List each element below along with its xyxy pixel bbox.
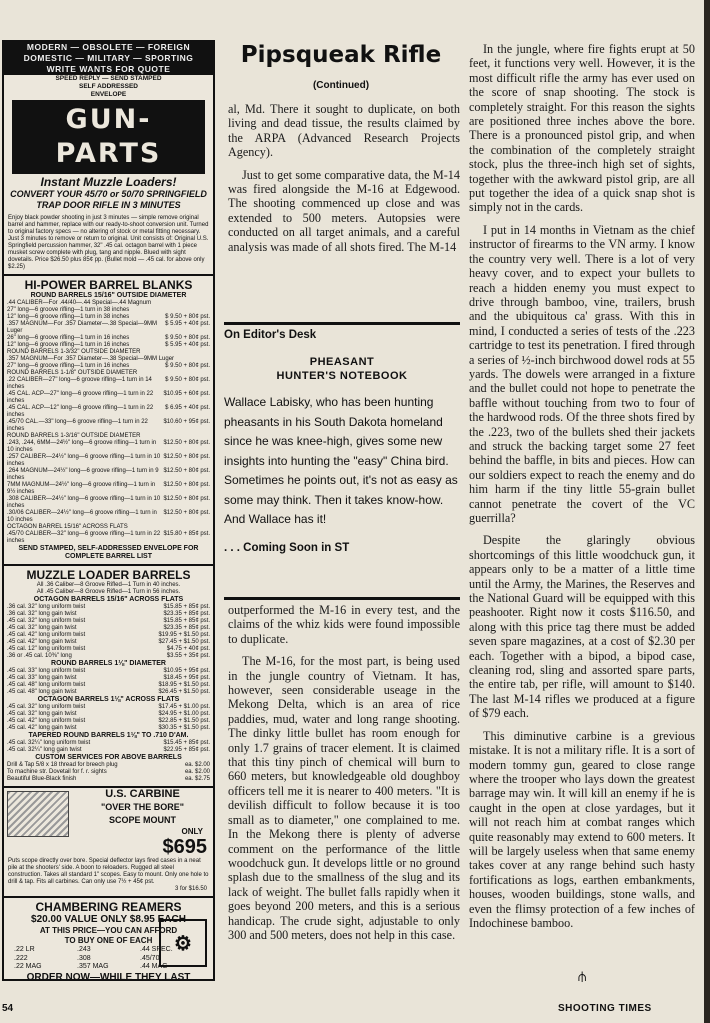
price-row-desc: .45 cal. 32¼" long gain twist [7, 747, 82, 753]
price-row-desc: .45 cal. 48" long uniform twist [7, 682, 86, 688]
box-body: Wallace Labisky, who has been hunting pheasants in his South Dakota homeland since he was knee-high, gives some new insights into hunting the "easy" China bird. Sometimes he points out, it's not as easy as some may think. Then it takes know-how. And Wallace has it! [224, 395, 458, 526]
muzzle-list-octagon [4, 604, 213, 660]
price-row [4, 604, 213, 611]
price-row-desc: Beautiful Blue-Black finish [7, 776, 77, 782]
price-row-desc: .44 CALIBER—For .44/40—.44 Special—.44 Magnum [7, 300, 152, 306]
ad-fine-print: Enjoy black powder shooting in just 3 minutes — simple remove original barrel and hammer, replace with our ready-to-shoot conversion unit. Turned to original factory specs — no altering of stock or metal fitting necessary. Just 3 minutes to remove or return to original. Unit consists of: Original U.S. Springfield percussion hammer, 32" .45 cal. octagon barrel with 1 piece musket screw complete with plug, tang and nipple. Blued with sight dovetails. Price $26.50 plus 85¢ pp. (Bullet mold — .45 cal. for above only $2.25) [8, 215, 209, 270]
price-row-desc: .45 cal. 32" long uniform twist [7, 704, 86, 710]
gun-parts-logo: GUN-PARTS [12, 100, 205, 174]
price-row-price: $ 5.95 + 40¢ pst. [165, 342, 210, 348]
price-row-desc: To machine str. Dovetail for f. r. sights [7, 769, 107, 775]
caliber-item: .308 [77, 954, 91, 962]
price-row-price: $10.60 + 95¢ pst. [163, 419, 210, 425]
price-row [4, 363, 213, 370]
muzzle-loader-title: MUZZLE LOADER BARRELS [4, 564, 213, 582]
price-row-price: $18.45 + 95¢ pst. [163, 675, 210, 681]
muzzle-section-octagon-large: OCTAGON BARRELS 1⅛" ACROSS FLATS [37, 696, 180, 703]
article-continued: (Continued) [312, 80, 370, 91]
numrich-emblem-icon: ⚙ [159, 919, 207, 967]
price-row [4, 482, 213, 496]
caliber-item: .357 MAG [77, 963, 109, 970]
price-row-desc: .45 cal. 42" long gain twist [7, 725, 77, 731]
price-row-desc: .36 cal. 32" long gain twist [7, 611, 77, 617]
price-row-price: ea. $2.00 [184, 769, 210, 775]
muzzle-list-tapered [4, 740, 213, 754]
muzzle-section-round: ROUND BARRELS 1⅛" DIAMETER [51, 660, 166, 667]
price-row-price: $12.50 + 80¢ pst. [163, 482, 210, 488]
editors-desk-box [224, 322, 460, 600]
column-3 [469, 42, 695, 938]
end-mark-icon: ⫛ [578, 970, 587, 985]
price-row [4, 625, 213, 632]
reamers-value: $20.00 VALUE ONLY $8.95 EACH [31, 914, 186, 925]
box-coming-soon: . . . Coming Soon in ST [224, 541, 350, 554]
price-row-price: $15.85 + 85¢ pst. [163, 604, 210, 610]
price-row-price: $12.50 + 80¢ pst. [163, 468, 210, 474]
price-row [4, 668, 213, 675]
price-row [4, 419, 213, 433]
carbine-extra: 3 for $16.50 [174, 886, 207, 892]
price-row-desc: .45 cal. 33" long gain twist [7, 675, 77, 681]
price-row [4, 524, 213, 531]
price-row-desc: .22 CALIBER—27" long—6 groove rifling—1 turn in 14 inches [7, 377, 152, 390]
price-row [4, 356, 213, 363]
reamers-line-2: TO BUY ONE OF EACH [64, 936, 153, 945]
ad-band-1: MODERN — OBSOLETE — FOREIGN [4, 42, 213, 53]
price-row-price: $ 9.50 + 80¢ pst. [165, 314, 210, 320]
price-row-desc: .257 CALIBER—24½" long—6 groove rifling—1 turn in 10 inches [7, 454, 161, 467]
price-row [4, 725, 213, 732]
price-row-desc: .243, .244, 6MM—24½" long—6 groove rifling—1 turn in 10 inches [7, 440, 157, 453]
price-row-price: $ 5.95 + 40¢ pst. [165, 321, 210, 327]
price-row-price: $10.95 + 60¢ pst. [163, 391, 210, 397]
caliber-item: .44 SPEC. [140, 946, 173, 953]
paragraph: outperformed the M-16 in every test, and the claims of the whiz kids were found impossible to duplicate. [228, 603, 460, 646]
price-row [4, 531, 213, 545]
paragraph: Just to get some comparative data, the M-14 was fired alongside the M-16 at Edgewood. The shooting commenced up close and was extended to 500 meters. Autopsies were conducted on all target animals, and a careful analysis was made of all shots fired. The M-14 [228, 167, 460, 254]
price-row-desc: .357 MAGNUM—For .357 Diameter—.38 Special—9MM Luger [7, 356, 175, 362]
ad-small-2: SELF ADDRESSED [79, 83, 138, 90]
price-row-price: $10.95 + 95¢ pst. [163, 668, 210, 674]
box-kicker: On Editor's Desk [224, 329, 317, 341]
price-row [4, 314, 213, 321]
column-2-bottom [228, 603, 460, 950]
price-row-desc: .45 cal. 32" long gain twist [7, 625, 77, 631]
price-row [4, 440, 213, 454]
ad-small-1: SPEED REPLY — SEND STAMPED [55, 75, 162, 82]
price-row-price: $17.45 + $1.00 pst. [158, 704, 210, 710]
muzzle-list-octagon-large [4, 704, 213, 732]
ad-subheadline-1: CONVERT YOUR 45/70 or 50/70 SPRINGFIELD [10, 189, 207, 199]
price-row-price: $15.45 + 85¢ pst. [163, 740, 210, 746]
price-row-desc: OCTAGON BARREL 15/16" ACROSS FLATS [7, 524, 128, 530]
barrel-blanks-title: HI-POWER BARREL BLANKS [4, 274, 213, 292]
caliber-item: .222 [14, 954, 28, 962]
carbine-title-2: "OVER THE BORE" [100, 802, 185, 812]
price-row [4, 342, 213, 349]
price-row [4, 740, 213, 747]
price-row-desc: .45 cal. 42" long uniform twist [7, 632, 86, 638]
paragraph: This diminutive carbine is a grevious mistake. It is not a military rifle. It is a sort of modern tommy gun, geared to close range where the trooper who lays down the greatest barrage may win. It will kill an enemy if he is caught in the open at close yardages, but it will not reach him at combat ranges which quite reasonably may extend to 600 meters. It will be largely useless when that same enemy takes cover at any range behind such hasty fortifications as logs, earthen embankments, houses, wooden buildings, stone walls, and even the flimsy protection of a few inches of Indochinese bamboo. [469, 728, 695, 930]
price-row [4, 762, 213, 769]
price-row [4, 454, 213, 468]
price-row-price: $ 9.50 + 80¢ pst. [165, 377, 210, 383]
price-row-desc: .357 MAGNUM—For .357 Diameter—.38 Special—9MM Luger [7, 321, 158, 334]
price-row-desc: .45/70 CAL.—33" long—6 groove rifling—1 turn in 22 inches [7, 419, 148, 432]
price-row [4, 391, 213, 405]
muzzle-section-tapered: TAPERED ROUND BARRELS 1⅛" TO .710 D'AM. [28, 732, 189, 739]
price-row-desc: .45 cal. 32¼" long uniform twist [7, 740, 91, 746]
price-row-desc: .45 cal. 33" long uniform twist [7, 668, 86, 674]
price-row [4, 510, 213, 524]
price-row-price: $15.85 + 85¢ pst. [163, 618, 210, 624]
price-row [4, 496, 213, 510]
price-row-price: $23.35 + 85¢ pst. [163, 625, 210, 631]
price-row [4, 646, 213, 653]
price-row-price: $12.50 + 80¢ pst. [163, 440, 210, 446]
price-row [4, 653, 213, 660]
paragraph: I put in 14 months in Vietnam as the chief instructor of firearms to the VN army. I know the country very well. There is a lot of very heavy cover, and to expect your bullets to reach a hidden enemy you must expect to drive through bamboo, vine, trailers, brush and the ubiquitous ca' grass. With this in mind, I conducted a series of tests of the .223 cartridge to test its penetration. I fired through a series of ½-inch birchwood dowel rods at 55 yards. The dowels were arranged in a fixture and the bullet could not hope to penetrate the baffle without touching from two to four of the hardwood rods. Of the three shots fired by the .223, two of the bullets shed their jackets and struck the backing target some 27 feet behind the baffle, in bits and pieces. How can our soldiers expect to reach the enemy and do him harm if the tiny little 55-grain bullet cannot penetrate the covert of the VC guerrilla? [469, 222, 695, 525]
barrel-blanks-list [4, 300, 213, 545]
price-row [4, 377, 213, 391]
article-title: Pipsqueak Rifle [240, 42, 442, 68]
price-row-desc: .45 cal. 48" long gain twist [7, 689, 77, 695]
carbine-scope-mount-ad [4, 786, 213, 858]
price-row-price: ea. $2.75 [184, 776, 210, 782]
price-row [4, 639, 213, 646]
muzzle-intro-1: All .36 Caliber—8 Groove Rifled—1 Turn in 40 inches. [36, 582, 181, 588]
price-row-price: $23.35 + 85¢ pst. [163, 611, 210, 617]
page-number: 54 [2, 1003, 14, 1014]
caliber-item: .243 [77, 946, 91, 953]
paragraph: In the jungle, where fire fights erupt at 50 feet, it functions very well. However, it is the most difficult rifle the army has ever used on the score of snap shooting. The stock is completely straight. For this reason the sights are positioned three inches above the bore. There is a pronounced pistol grip, and when the combination of the completely straight stock, plus the three-inch high set of sights, together with the awkward pistol grip, are all put together the idea of a quick snap shot is simply not in the cards. [469, 42, 695, 215]
price-row-price: $12.50 + 80¢ pst. [163, 510, 210, 516]
price-row-price: $ 9.50 + 80¢ pst. [165, 363, 210, 369]
carbine-price: $695 [162, 836, 207, 858]
page-edge [704, 0, 710, 1023]
barrel-blanks-footer: SEND STAMPED, SELF-ADDRESSED ENVELOPE FOR COMPLETE BARREL LIST [18, 545, 199, 560]
price-row-price: ea. $2.00 [184, 762, 210, 768]
price-row-desc: .36 cal. 32" long uniform twist [7, 604, 86, 610]
ad-band-2: DOMESTIC — MILITARY — SPORTING [4, 53, 213, 64]
price-row [4, 405, 213, 419]
box-title-1: PHEASANT [309, 356, 375, 368]
price-row-desc: .36 or .45 cal. 10⅜" long [7, 653, 72, 659]
gun-parts-advertisement [2, 40, 215, 981]
price-row-price: $ 9.50 + 80¢ pst. [165, 335, 210, 341]
caliber-item: .45/70 [140, 954, 160, 962]
ad-small-3: ENVELOPE [90, 91, 127, 98]
price-row [4, 632, 213, 639]
ad-subheadline-2: TRAP DOOR RIFLE IN 3 MINUTES [36, 199, 181, 210]
scope-mount-image [7, 791, 69, 837]
price-row [4, 718, 213, 725]
caliber-item: .22 MAG [14, 963, 42, 970]
price-row-desc: .45 cal. 42" long uniform twist [7, 718, 86, 724]
price-row [4, 300, 213, 307]
order-now: ORDER NOW—WHILE THEY LAST [26, 971, 191, 981]
price-row [4, 675, 213, 682]
price-row [4, 689, 213, 696]
price-row [4, 747, 213, 754]
price-row-desc: .308 CALIBER—24½" long—6 groove rifling—1 turn in 10 inches [7, 496, 161, 509]
price-row-price: $15.80 + 85¢ pst. [163, 531, 210, 537]
magazine-name: SHOOTING TIMES [558, 1003, 652, 1014]
muzzle-section-octagon: OCTAGON BARRELS 15/16" ACROSS FLATS [33, 596, 184, 603]
price-row-price: $30.35 + $1.50 pst. [158, 725, 210, 731]
price-row-desc: ROUND BARRELS 1-1/8" OUTSIDE DIAMETER [7, 370, 138, 376]
price-row [4, 349, 213, 356]
price-row-price: $22.85 + $1.50 pst. [158, 718, 210, 724]
price-row-desc: 27" long—6 groove rifling—1 turn in 38 inches [7, 307, 130, 313]
price-row [4, 704, 213, 711]
price-row-desc: ROUND BARRELS 1-3/32" OUTSIDE DIAMETER [7, 349, 141, 355]
price-row [4, 769, 213, 776]
custom-services-title: CUSTOM SERVICES FOR ABOVE BARRELS [35, 754, 182, 761]
carbine-title-1: U.S. CARBINE [105, 788, 180, 800]
carbine-title-3: SCOPE MOUNT [108, 815, 176, 825]
ad-band-3: WRITE WANTS FOR QUOTE [4, 64, 213, 75]
ad-headline: Instant Muzzle Loaders! [40, 175, 177, 189]
barrel-blanks-subtitle: ROUND BARRELS 15/16" OUTSIDE DIAMETER [30, 292, 187, 299]
price-row-price: $19.95 + $1.50 pst. [158, 632, 210, 638]
price-row [4, 776, 213, 783]
custom-services-list [4, 762, 213, 783]
price-row-desc: 12" long—6 groove rifling—1 turn in 38 inches [7, 314, 130, 320]
price-row-desc: 26" long—6 groove rifling—1 turn in 16 inches [7, 335, 130, 341]
caliber-item: .44 MAG [140, 963, 168, 970]
price-row-price: $3.55 + 35¢ pst. [166, 653, 210, 659]
reamers-title: CHAMBERING REAMERS [4, 896, 213, 914]
price-row-desc: .30/06 CALIBER—24½" long—6 groove rifling—1 turn in 10 inches [7, 510, 157, 523]
price-row-desc: .45 cal. 42" long gain twist [7, 639, 77, 645]
price-row-desc: Drill & Tap 5/8 x 18 thread for breech plug [7, 762, 118, 768]
price-row [4, 321, 213, 335]
price-row [4, 370, 213, 377]
price-row-desc: 27" long—6 groove rifling—1 turn in 16 inches [7, 363, 130, 369]
price-row-price: $18.95 + $1.50 pst. [158, 682, 210, 688]
price-row-desc: .45/70 CALIBER—32" long—6 groove rifling—1 turn in 22 inches [7, 531, 161, 544]
price-row [4, 711, 213, 718]
price-row-desc: .45 CAL. ACP—12" long—6 groove rifling—1 turn in 22 inches [7, 405, 154, 418]
price-row-desc: .45 cal. 12" long uniform twist [7, 646, 86, 652]
muzzle-list-round [4, 668, 213, 696]
price-row-price: $12.50 + 80¢ pst. [163, 496, 210, 502]
price-row-desc: .45 cal. 32" long uniform twist [7, 618, 86, 624]
price-row-desc: ROUND BARRELS 1-3/16" OUTSIDE DIAMETER [7, 433, 141, 439]
paragraph: Despite the glaringly obvious shortcomings of this little woodchuck gun, it appears only to be a matter of a little time until the Army, the Marines, the Reserves and the National Guard will be equipped with this peashooter. Right now it costs $116.50, and along with this price tag there must be added seven spare magazines, at a cost of $2.30 per each. Together with a bipod, a bipod case, cleaning rod, sling and assorted spare parts, the entire tab, per rifle, will amount to $140. The last M-14 rifles we produced at a figure of $79 each. [469, 533, 695, 721]
price-row [4, 433, 213, 440]
price-row [4, 618, 213, 625]
reamers-line-1: AT THIS PRICE—YOU CAN AFFORD [39, 926, 178, 935]
box-title-2: HUNTER'S NOTEBOOK [276, 370, 408, 382]
price-row [4, 335, 213, 342]
price-row-price: $4.75 + 40¢ pst. [166, 646, 210, 652]
carbine-only: ONLY [181, 827, 203, 836]
price-row-price: $26.45 + $1.50 pst. [158, 689, 210, 695]
paragraph: al, Md. There it sought to duplicate, on both living and dead tissue, the results claimed by the ARPA (Advanced Research Projects Agency). [228, 102, 460, 160]
paragraph: The M-16, for the most part, is being used in the jungle country of Vietnam. It has, however, seen considerable useage in the Mekong Delta, which is an area of rice paddies, mud, water and long range shooting. The dinky little bullet has room enough for only 1.7 grains of tracer element. It is claimed that this tiny pinch of chemical will burn to 660 meters, but knowledgeable old doughboy officers tell me it is nearer to 400 meters. "It is devilish difficult to follow because it is too small as to diameter," one complained to me. In the Mekong there is plenty of adverse comment on the performance of the little woodchuck gun. It develops little or no ground splash due to the smallness of the slug and its lack of weight. The bullet falls rapidly when it goes beyond 200 meters, and this is a serious handicap. The crude sight, adjustable to only 300 and 500 meters, does not help in this case. [228, 654, 460, 942]
price-row-price: $24.95 + $1.00 pst. [158, 711, 210, 717]
price-row-desc: .264 MAGNUM—24½" long—6 groove rifling—1 turn in 9 inches [7, 468, 159, 481]
price-row-desc: 12" long—6 groove rifling—1 turn in 16 inches [7, 342, 130, 348]
muzzle-intro-2: All .45 Caliber—8 Groove Rifled—1 Turn in 56 inches. [36, 589, 181, 595]
caliber-item: .22 LR [14, 946, 35, 953]
price-row-price: $ 6.95 + 40¢ pst. [165, 405, 210, 411]
price-row-price: $22.95 + 85¢ pst. [163, 747, 210, 753]
price-row [4, 468, 213, 482]
carbine-fine-print: Puts scope directly over bore. Special deflector lays fired cases in a neat pile at the shooters' side. A boon to reloaders. Rugged all steel construction. Takes all standard 1" scopes. Easy to mount. Only one hole to drill & tap. Fits all carbines. Can only use 7½ + 45¢ pst. [8, 858, 209, 885]
price-row [4, 682, 213, 689]
price-row-desc: .45 CAL. ACP—27" long—6 groove rifling—1 turn in 22 inches [7, 391, 154, 404]
price-row [4, 611, 213, 618]
price-row-price: $12.50 + 80¢ pst. [163, 454, 210, 460]
column-2-top [228, 102, 460, 262]
price-row [4, 307, 213, 314]
price-row-desc: 7MM MAGNUM—24½" long—6 groove rifling—1 turn in 9½ inches [7, 482, 156, 495]
price-row-price: $27.45 + $1.50 pst. [158, 639, 210, 645]
price-row-desc: .45 cal. 32" long gain twist [7, 711, 77, 717]
